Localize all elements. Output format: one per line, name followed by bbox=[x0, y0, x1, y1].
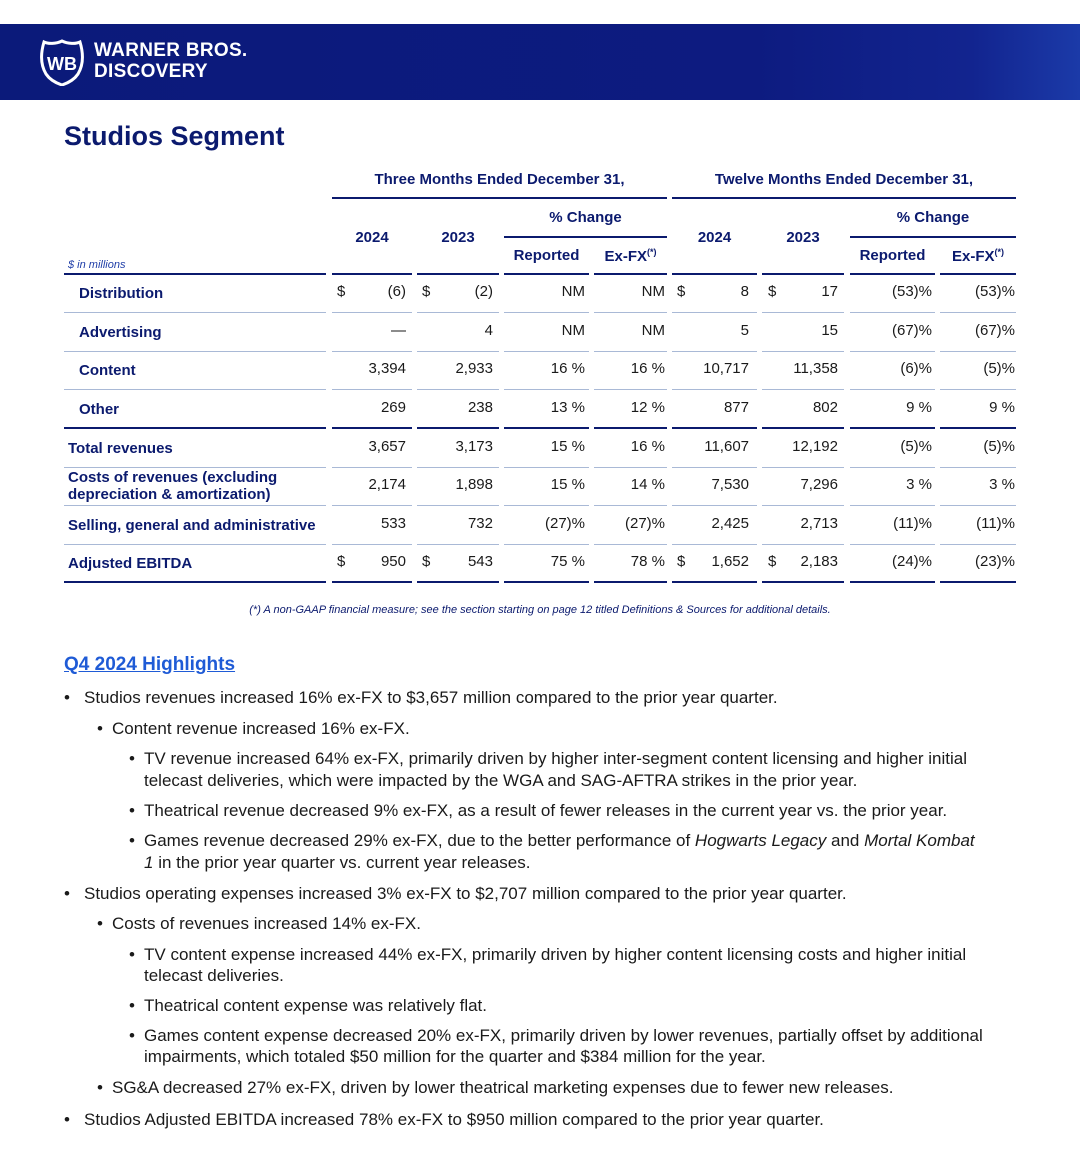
row-divider bbox=[332, 581, 412, 583]
bullet-dot: • bbox=[97, 719, 103, 738]
row-divider bbox=[762, 467, 844, 468]
row-label: Adjusted EBITDA bbox=[68, 554, 193, 572]
svg-text:WB: WB bbox=[47, 54, 77, 74]
row-divider bbox=[504, 544, 589, 545]
rule-12m-group bbox=[672, 197, 1016, 199]
row-divider bbox=[417, 312, 499, 313]
cell-y24: 8 bbox=[740, 283, 749, 300]
row-divider bbox=[594, 389, 667, 390]
cell-qr: 13 % bbox=[550, 399, 585, 416]
cell-q24: (6) bbox=[387, 283, 406, 300]
cell-y24: 1,652 bbox=[711, 553, 749, 570]
header-3m-2023: 2023 bbox=[441, 229, 475, 246]
cell-q24: 533 bbox=[380, 515, 406, 532]
row-divider bbox=[64, 389, 326, 390]
row-divider bbox=[940, 389, 1016, 390]
rule-header-bottom bbox=[850, 273, 935, 275]
highlight-b1-1-1a: TV revenue increased 64% ex-FX, primarily driven by higher inter-segment content licensing and higher initial bbox=[144, 749, 968, 768]
cell-qx: 14 % bbox=[630, 476, 665, 493]
row-divider bbox=[504, 581, 589, 583]
header-12m-reported: Reported bbox=[859, 247, 926, 264]
cell-qx: (27)% bbox=[624, 515, 665, 532]
cell-dollar-sign: $ bbox=[337, 283, 346, 300]
row-label: Content bbox=[79, 361, 136, 379]
row-divider bbox=[504, 467, 589, 468]
cell-yr: (53)% bbox=[891, 283, 932, 300]
cell-dollar-sign: $ bbox=[677, 553, 686, 570]
row-label: Selling, general and administrative bbox=[68, 516, 316, 534]
row-divider bbox=[64, 467, 326, 468]
header-three-months: Three Months Ended December 31, bbox=[374, 171, 625, 188]
cell-y23: 12,192 bbox=[792, 438, 838, 455]
cell-q23: 238 bbox=[467, 399, 493, 416]
games-title-mortal-kombat: Mortal Kombat bbox=[864, 831, 975, 850]
cell-yx: (67)% bbox=[974, 322, 1015, 339]
row-divider bbox=[332, 467, 412, 468]
cell-q23: 543 bbox=[467, 553, 493, 570]
cell-q23: 732 bbox=[467, 515, 493, 532]
row-divider bbox=[940, 505, 1016, 506]
cell-q23: (2) bbox=[474, 283, 493, 300]
rule-header-bottom bbox=[417, 273, 499, 275]
row-divider bbox=[672, 312, 757, 313]
cell-y23: 11,358 bbox=[793, 360, 838, 377]
cell-y23: 15 bbox=[821, 322, 838, 339]
cell-yx: (23)% bbox=[974, 553, 1015, 570]
highlight-b3: Studios Adjusted EBITDA increased 78% ex-FX to $950 million compared to the prior year quarter. bbox=[84, 1110, 824, 1129]
cell-yr: (24)% bbox=[891, 553, 932, 570]
cell-y23: 2,183 bbox=[800, 553, 838, 570]
units-label: $ in millions bbox=[68, 259, 126, 271]
row-divider bbox=[417, 581, 499, 583]
rule-header-bottom bbox=[504, 273, 589, 275]
games-title-mortal-kombat-1: 1 bbox=[144, 853, 154, 872]
row-label: Other bbox=[79, 400, 120, 418]
exfx-footnote-mark: (*) bbox=[994, 247, 1004, 257]
cell-qr: 16 % bbox=[550, 360, 585, 377]
bullet-dot: • bbox=[64, 1110, 70, 1129]
games-text-2: and bbox=[826, 831, 865, 850]
row-divider bbox=[594, 544, 667, 545]
cell-q23: 2,933 bbox=[455, 360, 493, 377]
header-12m-pct-change: % Change bbox=[896, 209, 970, 226]
row-divider bbox=[762, 427, 844, 429]
header-3m-reported: Reported bbox=[513, 247, 580, 264]
row-divider bbox=[762, 544, 844, 545]
bullet-dot: • bbox=[97, 1078, 103, 1097]
bullet-dot: • bbox=[129, 996, 135, 1015]
row-divider bbox=[850, 581, 935, 583]
cell-q24: 2,174 bbox=[368, 476, 406, 493]
row-divider bbox=[504, 505, 589, 506]
row-divider bbox=[332, 312, 412, 313]
cell-yr: (67)% bbox=[891, 322, 932, 339]
exfx-label: Ex-FX bbox=[951, 248, 995, 265]
row-divider bbox=[672, 505, 757, 506]
row-label: Total revenues bbox=[68, 439, 173, 457]
bullet-dot: • bbox=[129, 1026, 135, 1045]
cell-yr: 3 % bbox=[906, 476, 932, 493]
cell-y23: 2,713 bbox=[800, 515, 838, 532]
row-divider bbox=[672, 581, 757, 583]
bullet-dot: • bbox=[64, 688, 70, 707]
row-divider bbox=[594, 505, 667, 506]
row-divider bbox=[504, 312, 589, 313]
exfx-footnote-mark: (*) bbox=[647, 247, 657, 257]
cell-dollar-sign: $ bbox=[422, 553, 431, 570]
rule-header-bottom bbox=[64, 273, 326, 275]
highlight-b1-1-3a bbox=[144, 830, 975, 852]
cell-qx: NM bbox=[641, 283, 665, 300]
cell-q24: 950 bbox=[380, 553, 406, 570]
row-divider bbox=[762, 389, 844, 390]
row-divider bbox=[64, 505, 326, 506]
row-label: Costs of revenues (excluding depreciation & amortization) bbox=[68, 469, 278, 503]
highlight-b2-1-1b: telecast deliveries. bbox=[144, 966, 284, 985]
rule-header-bottom bbox=[672, 273, 757, 275]
row-divider bbox=[940, 427, 1016, 429]
row-divider bbox=[672, 467, 757, 468]
row-divider bbox=[762, 312, 844, 313]
header-12m-2023: 2023 bbox=[786, 229, 820, 246]
rule-header-bottom bbox=[762, 273, 844, 275]
bullet-dot: • bbox=[129, 801, 135, 820]
row-divider bbox=[762, 581, 844, 583]
row-divider bbox=[940, 544, 1016, 545]
page-title: Studios Segment bbox=[64, 121, 285, 151]
row-divider bbox=[332, 427, 412, 429]
header-12m-2024: 2024 bbox=[697, 229, 732, 246]
cell-qr: (27)% bbox=[544, 515, 585, 532]
row-divider bbox=[762, 351, 844, 352]
row-divider bbox=[64, 312, 326, 313]
row-divider bbox=[762, 505, 844, 506]
row-divider bbox=[332, 351, 412, 352]
bullet-dot: • bbox=[129, 945, 135, 964]
row-divider bbox=[850, 505, 935, 506]
row-divider bbox=[672, 351, 757, 352]
cell-yx: 3 % bbox=[989, 476, 1015, 493]
games-text-1: Games revenue decreased 29% ex-FX, due to the better performance of bbox=[144, 831, 695, 850]
row-divider bbox=[940, 351, 1016, 352]
rule-header-bottom bbox=[940, 273, 1016, 275]
highlight-b2-1-1a: TV content expense increased 44% ex-FX, primarily driven by higher content licensing costs and higher initial bbox=[144, 945, 967, 964]
row-divider bbox=[417, 351, 499, 352]
cell-dollar-sign: $ bbox=[768, 553, 777, 570]
row-divider bbox=[594, 427, 667, 429]
cell-yx: (11)% bbox=[976, 515, 1015, 532]
brand-line-1: WARNER BROS. bbox=[94, 40, 248, 61]
row-divider bbox=[504, 389, 589, 390]
highlight-b2-1: Costs of revenues increased 14% ex-FX. bbox=[112, 914, 421, 933]
highlight-b1-1: Content revenue increased 16% ex-FX. bbox=[112, 719, 410, 738]
cell-y23: 17 bbox=[821, 283, 838, 300]
row-divider bbox=[332, 389, 412, 390]
cell-yr: 9 % bbox=[906, 399, 932, 416]
cell-y24: 7,530 bbox=[711, 476, 749, 493]
row-divider bbox=[850, 467, 935, 468]
cell-y24: 5 bbox=[740, 322, 749, 339]
row-divider bbox=[64, 427, 326, 429]
cell-q24: 269 bbox=[380, 399, 406, 416]
row-divider bbox=[850, 427, 935, 429]
row-label: Distribution bbox=[79, 284, 164, 302]
brand-wordmark bbox=[94, 40, 248, 82]
highlight-b2-1-3a: Games content expense decreased 20% ex-FX, primarily driven by lower revenues, partially offset by additional bbox=[144, 1026, 983, 1045]
cell-qr: 75 % bbox=[550, 553, 585, 570]
cell-y24: 11,607 bbox=[704, 438, 749, 455]
brand-line-2: DISCOVERY bbox=[94, 61, 208, 82]
cell-yx: (5)% bbox=[983, 360, 1015, 377]
cell-qx: 12 % bbox=[630, 399, 665, 416]
row-label: Advertising bbox=[79, 323, 162, 341]
cell-dollar-sign: $ bbox=[337, 553, 346, 570]
cell-dollar-sign: $ bbox=[768, 283, 777, 300]
cell-y24: 2,425 bbox=[711, 515, 749, 532]
cell-yr: (5)% bbox=[900, 438, 932, 455]
cell-qr: NM bbox=[561, 283, 585, 300]
games-title-hogwarts: Hogwarts Legacy bbox=[694, 831, 827, 850]
rule-header-bottom bbox=[594, 273, 667, 275]
cell-qx: NM bbox=[641, 322, 665, 339]
wb-shield-icon bbox=[38, 38, 86, 86]
rule-header-bottom bbox=[332, 273, 412, 275]
header-twelve-months: Twelve Months Ended December 31, bbox=[714, 171, 974, 188]
rule-3m-group bbox=[332, 197, 667, 199]
cell-dollar-sign: $ bbox=[422, 283, 431, 300]
bullet-dot: • bbox=[129, 831, 135, 850]
cell-qr: NM bbox=[561, 322, 585, 339]
cell-yx: (5)% bbox=[983, 438, 1015, 455]
header-3m-exfx bbox=[594, 247, 667, 265]
cell-yx: 9 % bbox=[989, 399, 1015, 416]
row-divider bbox=[594, 581, 667, 583]
rule-3m-pct bbox=[504, 236, 667, 238]
games-text-3: in the prior year quarter vs. current year releases. bbox=[153, 853, 531, 872]
cell-qx: 16 % bbox=[630, 360, 665, 377]
cell-qr: 15 % bbox=[550, 438, 585, 455]
row-divider bbox=[594, 312, 667, 313]
row-divider bbox=[417, 467, 499, 468]
row-divider bbox=[594, 351, 667, 352]
row-divider bbox=[332, 544, 412, 545]
cell-q23: 1,898 bbox=[455, 476, 493, 493]
row-divider bbox=[850, 312, 935, 313]
highlight-b1: Studios revenues increased 16% ex-FX to $3,657 million compared to the prior year quarter. bbox=[84, 688, 778, 707]
exfx-label: Ex-FX bbox=[604, 248, 647, 265]
bullet-dot: • bbox=[129, 749, 135, 768]
row-divider bbox=[417, 544, 499, 545]
row-divider bbox=[850, 351, 935, 352]
cell-dollar-sign: $ bbox=[677, 283, 686, 300]
cell-qx: 78 % bbox=[630, 553, 665, 570]
cell-y24: 10,717 bbox=[703, 360, 749, 377]
row-divider bbox=[940, 312, 1016, 313]
highlights-title[interactable]: Q4 2024 Highlights bbox=[64, 654, 236, 675]
highlight-b2-2: SG&A decreased 27% ex-FX, driven by lower theatrical marketing expenses due to fewer new releases. bbox=[112, 1078, 894, 1097]
row-divider bbox=[672, 389, 757, 390]
row-divider bbox=[417, 427, 499, 429]
row-divider bbox=[672, 427, 757, 429]
highlight-b1-1-2: Theatrical revenue decreased 9% ex-FX, as a result of fewer releases in the current year vs. the prior year. bbox=[144, 801, 948, 820]
header-3m-pct-change: % Change bbox=[549, 209, 622, 226]
cell-qx: 16 % bbox=[630, 438, 665, 455]
row-divider bbox=[850, 544, 935, 545]
header-12m-exfx bbox=[940, 247, 1016, 265]
rule-12m-pct bbox=[850, 236, 1016, 238]
cell-q23: 3,173 bbox=[455, 438, 493, 455]
highlight-b1-1-3b bbox=[144, 852, 530, 874]
cell-qr: 15 % bbox=[550, 476, 585, 493]
bullet-dot: • bbox=[97, 914, 103, 933]
cell-q24: 3,657 bbox=[368, 438, 406, 455]
row-divider bbox=[417, 505, 499, 506]
highlight-b2: Studios operating expenses increased 3% ex-FX to $2,707 million compared to the prior year quarter. bbox=[84, 884, 847, 903]
row-divider bbox=[64, 544, 326, 545]
row-divider bbox=[332, 505, 412, 506]
footnote: (*) A non-GAAP financial measure; see the section starting on page 12 titled Definitions & Sources for additional details. bbox=[249, 604, 831, 616]
row-divider bbox=[64, 351, 326, 352]
cell-yr: (6)% bbox=[900, 360, 932, 377]
row-divider bbox=[940, 581, 1016, 583]
row-divider bbox=[594, 467, 667, 468]
cell-y23: 802 bbox=[812, 399, 838, 416]
highlight-b2-1-3b: impairments, which totaled $50 million for the quarter and $384 million for the year. bbox=[144, 1047, 766, 1066]
cell-y24: 877 bbox=[723, 399, 749, 416]
bullet-dot: • bbox=[64, 884, 70, 903]
highlight-b1-1-1b: telecast deliveries, which were impacted by the WGA and SAG-AFTRA strikes in the prior year. bbox=[144, 771, 858, 790]
header-3m-2024: 2024 bbox=[355, 229, 389, 246]
row-divider bbox=[417, 389, 499, 390]
cell-q24: — bbox=[391, 322, 406, 339]
row-divider bbox=[672, 544, 757, 545]
row-divider bbox=[504, 427, 589, 429]
row-divider bbox=[504, 351, 589, 352]
row-divider bbox=[940, 467, 1016, 468]
cell-q23: 4 bbox=[484, 322, 493, 339]
row-divider bbox=[64, 581, 326, 583]
cell-yr: (11)% bbox=[893, 515, 932, 532]
top-margin bbox=[0, 0, 1080, 24]
cell-yx: (53)% bbox=[974, 283, 1015, 300]
row-divider bbox=[850, 389, 935, 390]
highlight-b2-1-2: Theatrical content expense was relatively flat. bbox=[144, 996, 488, 1015]
cell-y23: 7,296 bbox=[800, 476, 838, 493]
cell-q24: 3,394 bbox=[368, 360, 406, 377]
